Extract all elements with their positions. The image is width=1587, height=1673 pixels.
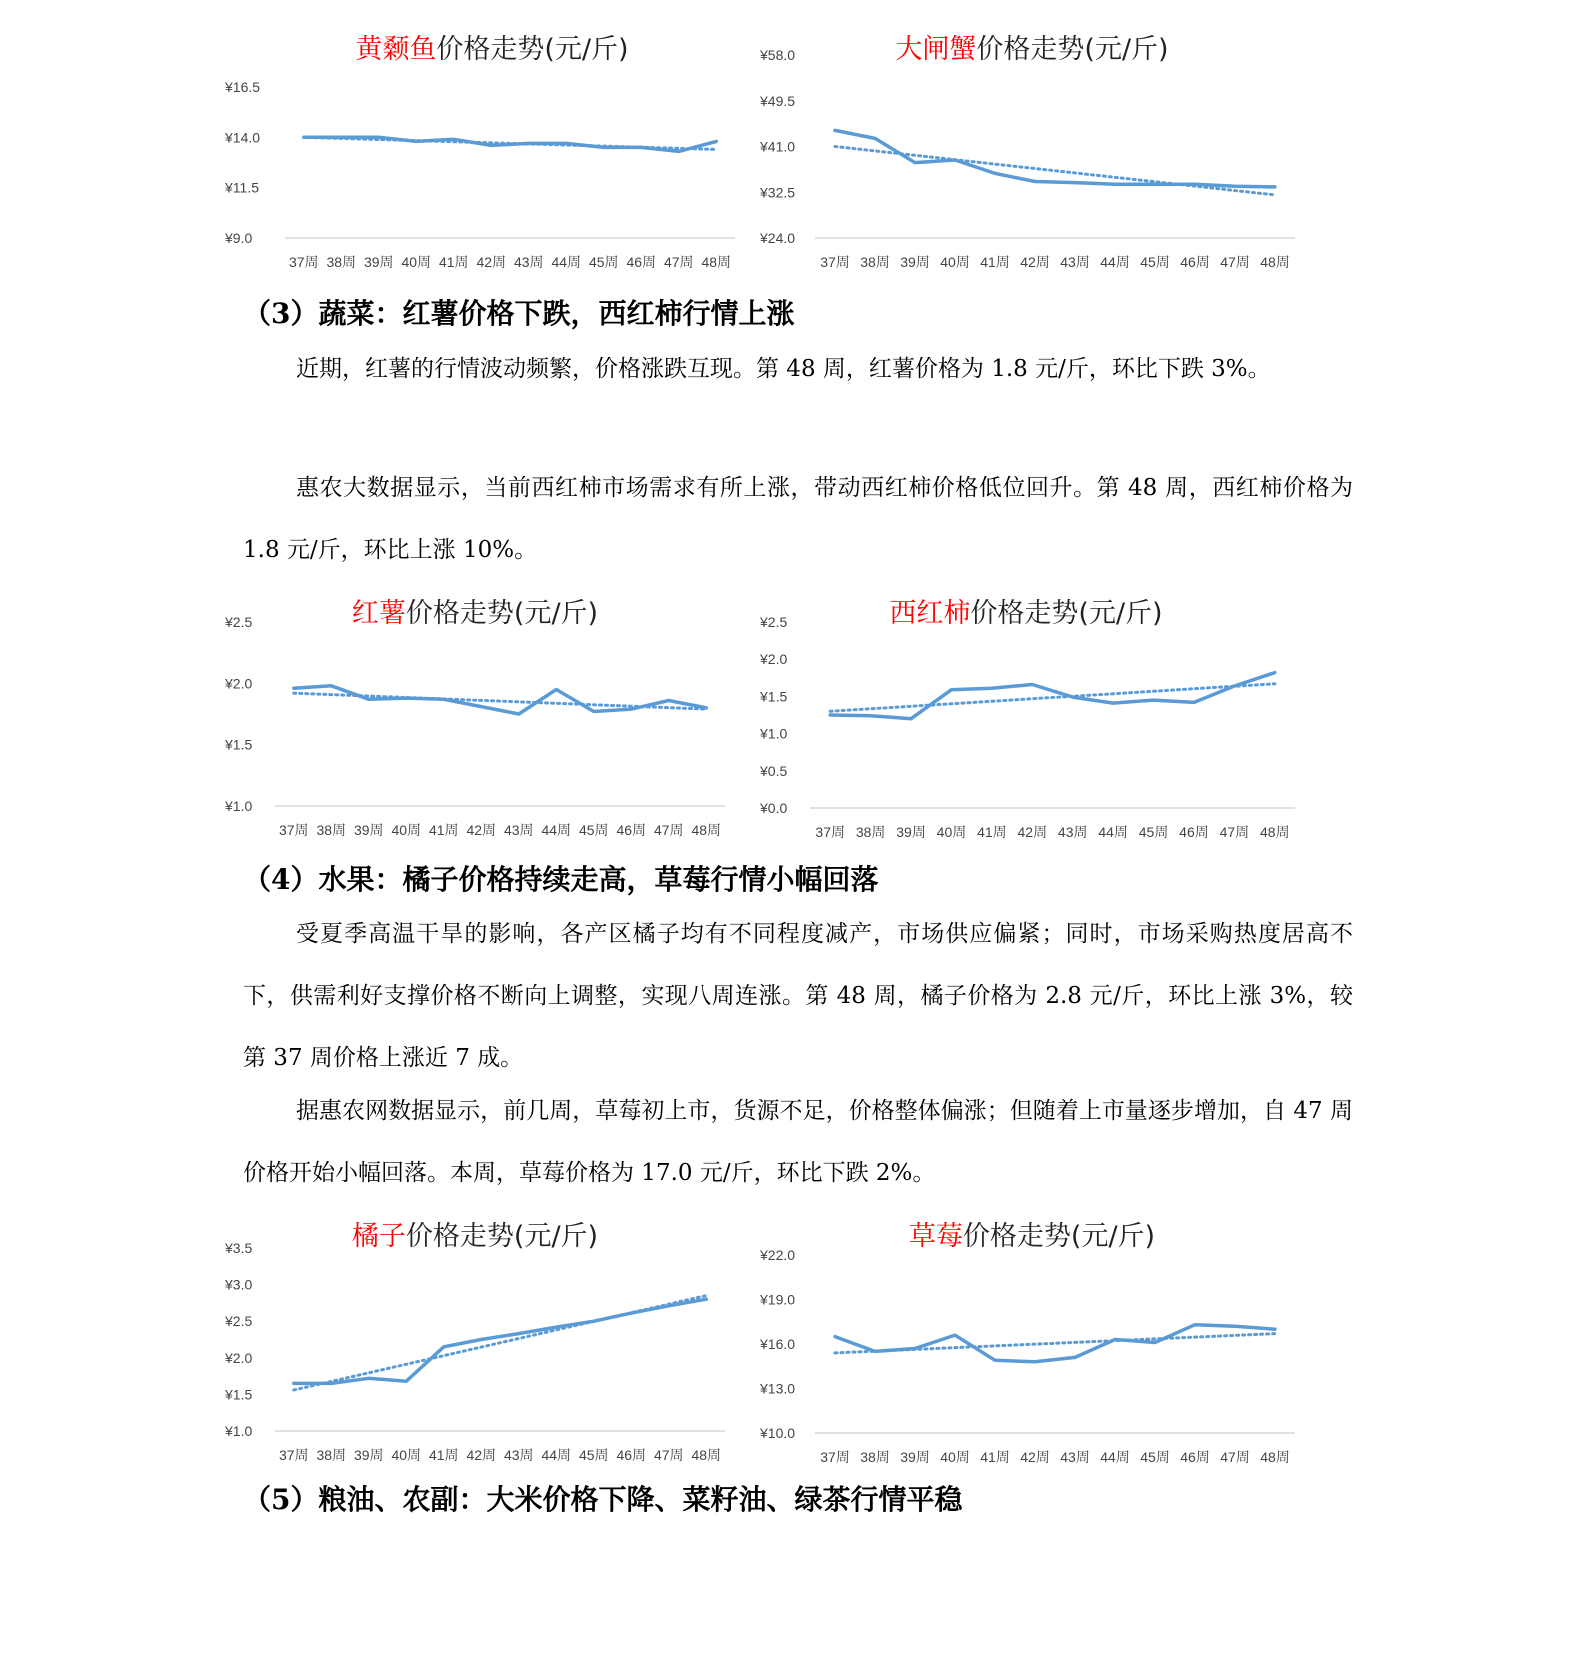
paragraph-tomato: 惠农大数据显示，当前西红柿市场需求有所上涨，带动西红柿价格低位回升。第 48 周，西红柿价格为 1.8 元/斤，环比上涨 10%。 <box>243 475 1353 563</box>
x-tick-label: 43周 <box>1060 1449 1090 1465</box>
x-tick-label: 39周 <box>363 254 394 270</box>
x-tick-label: 37周 <box>815 824 845 840</box>
x-tick-label: 44周 <box>541 822 572 838</box>
x-tick-label: 39周 <box>900 1449 930 1465</box>
chart-svg <box>225 590 745 860</box>
y-tick-label: ¥1.0 <box>225 798 253 814</box>
section-heading-vegetables: （3）蔬菜：红薯价格下跌，西红柿行情上涨 <box>243 297 795 330</box>
data-point <box>914 161 916 163</box>
data-point <box>1194 183 1196 185</box>
x-tick-label: 41周 <box>428 1447 459 1463</box>
data-point <box>378 136 380 138</box>
data-point <box>1034 1361 1036 1363</box>
x-tick-label: 40周 <box>940 254 970 270</box>
x-tick-label: 40周 <box>936 824 967 840</box>
data-point <box>874 1350 876 1352</box>
data-point <box>1112 702 1114 704</box>
data-point <box>834 1335 836 1337</box>
x-tick-label: 47周 <box>1220 1449 1250 1465</box>
x-tick-label: 45周 <box>578 1447 609 1463</box>
chart-svg <box>760 1215 1300 1485</box>
data-point <box>1234 1325 1236 1327</box>
chart-title-rest: 价格走势(元/斤) <box>405 1221 599 1252</box>
data-point <box>1152 699 1154 701</box>
data-point <box>518 713 520 715</box>
data-point <box>705 1298 707 1300</box>
data-point <box>565 142 567 144</box>
chart-title-highlight: 红薯 <box>351 598 406 629</box>
data-point <box>405 697 407 699</box>
paragraph-orange: 受夏季高温干旱的影响，各产区橘子均有不同程度减产，市场供应偏紧；同时，市场采购热度居高不下，供需利好支撑价格不断向上调整，实现八周连涨。第 48 周，橘子价格为 2.8 元/斤，环比上涨 3%，较第 37 周价格上涨近 7 成。 <box>243 921 1353 1071</box>
y-tick-label: ¥2.5 <box>760 614 788 630</box>
data-point <box>994 172 996 174</box>
data-point <box>330 1382 332 1384</box>
x-tick-label: 38周 <box>316 822 347 838</box>
y-tick-label: ¥32.5 <box>760 184 796 201</box>
y-tick-label: ¥2.0 <box>760 651 788 668</box>
data-point <box>593 1320 595 1322</box>
y-tick-label: ¥2.5 <box>225 614 253 630</box>
x-tick-label: 39周 <box>900 254 930 270</box>
x-tick-label: 46周 <box>1180 254 1210 270</box>
x-tick-label: 37周 <box>820 254 850 270</box>
chart-title <box>895 34 1168 65</box>
x-tick-label: 43周 <box>1060 254 1090 270</box>
x-tick-label: 37周 <box>820 1449 850 1465</box>
x-tick-label: 42周 <box>466 1447 497 1463</box>
data-point <box>443 698 445 700</box>
data-point <box>630 1312 632 1314</box>
data-point <box>668 1305 670 1307</box>
chart-title <box>352 598 598 629</box>
x-tick-label: 40周 <box>401 254 432 270</box>
chart-title <box>909 1221 1155 1252</box>
data-point <box>678 150 680 152</box>
data-point <box>603 146 605 148</box>
y-tick-label: ¥19.0 <box>760 1291 796 1308</box>
y-tick-label: ¥1.5 <box>760 688 788 705</box>
data-point <box>994 1359 996 1361</box>
data-point <box>303 136 305 138</box>
x-tick-label: 46周 <box>1180 1449 1210 1465</box>
y-tick-label: ¥3.5 <box>225 1240 253 1256</box>
data-point <box>1274 671 1276 673</box>
y-tick-label: ¥1.5 <box>225 736 253 753</box>
chart-title <box>355 34 628 65</box>
x-tick-label: 46周 <box>1179 824 1209 840</box>
data-point <box>1072 696 1074 698</box>
series-line <box>830 673 1275 719</box>
chart-title <box>889 598 1162 629</box>
x-tick-label: 41周 <box>438 254 469 270</box>
data-point <box>950 689 952 691</box>
x-tick-label: 47周 <box>653 822 684 838</box>
x-tick-label: 40周 <box>940 1449 970 1465</box>
x-tick-label: 37周 <box>278 1447 309 1463</box>
data-point <box>991 687 993 689</box>
y-tick-label: ¥11.5 <box>225 179 259 196</box>
x-tick-label: 47周 <box>1219 824 1250 840</box>
x-tick-label: 44周 <box>551 254 582 270</box>
chart-title-highlight: 西红柿 <box>889 598 971 629</box>
x-tick-label: 42周 <box>1020 254 1050 270</box>
series-line <box>835 1325 1275 1362</box>
data-point <box>668 699 670 701</box>
data-point <box>1034 180 1036 182</box>
data-point <box>829 714 831 716</box>
data-point <box>954 159 956 161</box>
data-point <box>1233 685 1235 687</box>
chart-title-rest: 价格走势(元/斤) <box>976 34 1169 65</box>
x-tick-label: 39周 <box>353 1447 384 1463</box>
x-tick-label: 38周 <box>860 254 890 270</box>
data-point <box>293 1382 295 1384</box>
x-tick-label: 40周 <box>391 1447 422 1463</box>
data-point <box>490 144 492 146</box>
y-tick-label: ¥1.0 <box>225 1423 253 1439</box>
data-point <box>1114 183 1116 185</box>
chart-svg <box>760 590 1300 860</box>
y-tick-label: ¥0.0 <box>760 800 788 816</box>
chart-strawberry <box>760 1215 1300 1485</box>
data-point <box>555 688 557 690</box>
x-tick-label: 43周 <box>513 254 544 270</box>
x-tick-label: 48周 <box>1260 1449 1290 1465</box>
data-point <box>1274 1328 1276 1330</box>
section-heading-grain-oil: （5）粮油、农副：大米价格下降、菜籽油、绿茶行情平稳 <box>243 1483 963 1516</box>
data-point <box>834 129 836 131</box>
y-tick-label: ¥58.0 <box>760 47 796 63</box>
y-tick-label: ¥13.0 <box>760 1380 796 1397</box>
chart-sweet-potato <box>225 590 745 860</box>
y-tick-label: ¥2.5 <box>225 1313 253 1330</box>
x-tick-label: 39周 <box>353 822 384 838</box>
data-point <box>1031 683 1033 685</box>
x-tick-label: 38周 <box>316 1447 347 1463</box>
data-point <box>869 715 871 717</box>
data-point <box>1234 185 1236 187</box>
paragraph-strawberry: 据惠农网数据显示，前几周，草莓初上市，货源不足，价格整体偏涨；但随着上市量逐步增加，自 47 周价格开始小幅回落。本周，草莓价格为 17.0 元/斤，环比下跌 2%。 <box>243 1098 1353 1186</box>
data-point <box>1154 1341 1156 1343</box>
chart-title-highlight: 草莓 <box>908 1221 963 1252</box>
x-tick-label: 48周 <box>1260 254 1290 270</box>
chart-title <box>352 1221 598 1252</box>
data-point <box>405 1380 407 1382</box>
x-tick-label: 38周 <box>326 254 357 270</box>
x-tick-label: 44周 <box>1100 254 1130 270</box>
x-tick-label: 45周 <box>1138 824 1169 840</box>
data-point <box>480 1338 482 1340</box>
x-tick-label: 38周 <box>860 1449 890 1465</box>
chart-title-rest: 价格走势(元/斤) <box>436 34 629 65</box>
x-tick-label: 44周 <box>1098 824 1128 840</box>
x-tick-label: 42周 <box>476 254 507 270</box>
chart-svg <box>225 20 745 290</box>
x-tick-label: 48周 <box>691 1447 722 1463</box>
data-point <box>954 1334 956 1336</box>
x-tick-label: 39周 <box>896 824 926 840</box>
data-point <box>453 138 455 140</box>
section-heading-fruits: （4）水果：橘子价格持续走高，草莓行情小幅回落 <box>243 863 879 896</box>
chart-orange <box>225 1215 745 1485</box>
x-tick-label: 37周 <box>278 822 309 838</box>
data-point <box>630 708 632 710</box>
x-tick-label: 46周 <box>616 822 647 838</box>
data-point <box>640 146 642 148</box>
chart-title-highlight: 黄颡鱼 <box>355 34 437 65</box>
chart-svg <box>760 20 1300 290</box>
data-point <box>1074 1356 1076 1358</box>
x-tick-label: 46周 <box>616 1447 647 1463</box>
data-point <box>705 707 707 709</box>
y-tick-label: ¥14.0 <box>225 129 261 146</box>
x-tick-label: 48周 <box>691 822 722 838</box>
data-point <box>518 1332 520 1334</box>
y-tick-label: ¥0.5 <box>760 762 788 779</box>
data-point <box>914 1347 916 1349</box>
x-tick-label: 47周 <box>1220 254 1250 270</box>
y-tick-label: ¥9.0 <box>225 230 253 246</box>
y-tick-label: ¥16.0 <box>760 1336 796 1352</box>
x-tick-label: 47周 <box>663 254 694 270</box>
data-point <box>1074 181 1076 183</box>
x-tick-label: 47周 <box>653 1447 684 1463</box>
x-tick-label: 45周 <box>588 254 619 270</box>
data-point <box>443 1346 445 1348</box>
x-tick-label: 41周 <box>428 822 459 838</box>
y-tick-label: ¥1.5 <box>225 1386 253 1403</box>
x-tick-label: 43周 <box>503 1447 534 1463</box>
x-tick-label: 45周 <box>578 822 609 838</box>
chart-title-highlight: 橘子 <box>351 1221 406 1252</box>
x-tick-label: 41周 <box>980 1449 1010 1465</box>
chart-title-rest: 价格走势(元/斤) <box>970 598 1163 629</box>
series-line <box>835 130 1275 187</box>
y-tick-label: ¥2.0 <box>225 675 253 692</box>
x-tick-label: 48周 <box>701 254 732 270</box>
x-tick-label: 43周 <box>1057 824 1088 840</box>
data-point <box>1274 186 1276 188</box>
x-tick-label: 38周 <box>855 824 886 840</box>
chart-hairy-crab <box>760 20 1300 290</box>
y-tick-label: ¥10.0 <box>760 1425 796 1441</box>
data-point <box>1194 1324 1196 1326</box>
chart-svg <box>225 1215 745 1485</box>
data-point <box>340 136 342 138</box>
y-tick-label: ¥41.0 <box>760 138 796 155</box>
x-tick-label: 40周 <box>391 822 422 838</box>
y-tick-label: ¥3.0 <box>225 1276 253 1293</box>
data-point <box>415 140 417 142</box>
x-tick-label: 45周 <box>1140 254 1170 270</box>
data-point <box>368 698 370 700</box>
data-point <box>874 137 876 139</box>
x-tick-label: 45周 <box>1140 1449 1170 1465</box>
y-tick-label: ¥16.5 <box>225 79 261 95</box>
x-tick-label: 41周 <box>980 254 1010 270</box>
x-tick-label: 42周 <box>466 822 497 838</box>
x-tick-label: 37周 <box>288 254 319 270</box>
data-point <box>593 710 595 712</box>
y-tick-label: ¥49.5 <box>760 92 796 109</box>
chart-title-rest: 价格走势(元/斤) <box>962 1221 1156 1252</box>
chart-tomato <box>760 590 1300 860</box>
y-tick-label: ¥1.0 <box>760 725 788 742</box>
y-tick-label: ¥22.0 <box>760 1247 796 1263</box>
data-point <box>528 142 530 144</box>
data-point <box>715 140 717 142</box>
paragraph-sweet-potato: 近期，红薯的行情波动频繁，价格涨跌互现。第 48 周，红薯价格为 1.8 元/斤，环比下跌 3%。 <box>296 356 1271 382</box>
data-point <box>1193 701 1195 703</box>
x-tick-label: 42周 <box>1017 824 1048 840</box>
chart-title-highlight: 大闸蟹 <box>895 34 977 65</box>
data-point <box>910 718 912 720</box>
y-tick-label: ¥24.0 <box>760 230 796 246</box>
x-tick-label: 46周 <box>626 254 657 270</box>
x-tick-label: 42周 <box>1020 1449 1050 1465</box>
x-tick-label: 43周 <box>503 822 534 838</box>
data-point <box>330 685 332 687</box>
x-tick-label: 48周 <box>1260 824 1290 840</box>
data-point <box>1154 183 1156 185</box>
data-point <box>1114 1338 1116 1340</box>
y-tick-label: ¥2.0 <box>225 1349 253 1366</box>
x-tick-label: 44周 <box>1100 1449 1130 1465</box>
data-point <box>368 1377 370 1379</box>
x-tick-label: 41周 <box>977 824 1007 840</box>
data-point <box>555 1326 557 1328</box>
data-point <box>293 687 295 689</box>
chart-title-rest: 价格走势(元/斤) <box>405 598 599 629</box>
data-point <box>480 705 482 707</box>
chart-yellow-croaker <box>225 20 745 290</box>
x-tick-label: 44周 <box>541 1447 572 1463</box>
